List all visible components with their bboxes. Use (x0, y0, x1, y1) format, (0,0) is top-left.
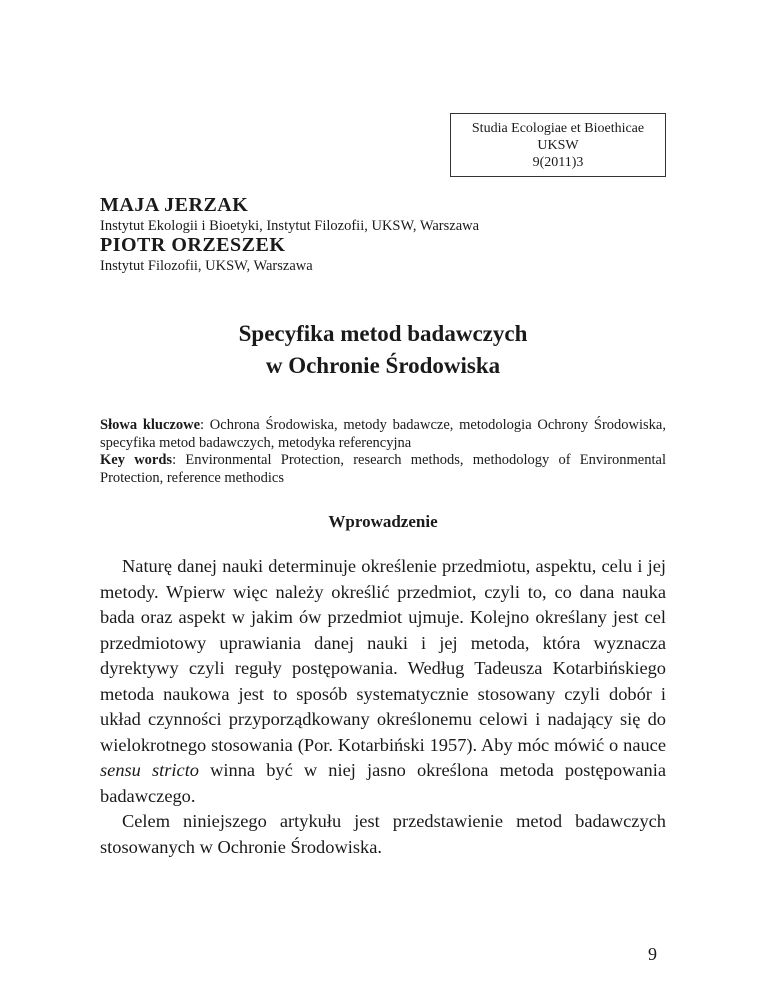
author-name: MAJA JERZAK (100, 194, 249, 216)
italic-term: sensu stricto (100, 760, 199, 780)
keywords-text: : Ochrona Środowiska, metody badawcze, metodologia Ochrony Środowiska, specyfika metod badawczych, metodyka referencyjna (100, 417, 666, 451)
keywords-polish (100, 417, 666, 452)
paragraph-text: Naturę danej nauki determinuje określenie przedmiotu, aspektu, celu i jej metody. Wpierw więc należy określić przedmiot, czyli to, co dana nauka bada oraz aspekt w jakim ów przedmiot ujmuje. Kolejno określany jest cel przedmiotowy uprawiania danej nauki i jej metoda, która wyznacza dyrektywy czyli reguły postępowania. Według Tadeusza Kotarbińskiego metoda naukowa jest to sposób systematycznie stosowany czyli dobór i układ czynności przyporządkowany określonemu celowi i nadający się do wielokrotnego stosowania (Por. Kotarbiński 1957). Aby móc mówić o nauce (100, 556, 666, 755)
paragraph: Celem niniejszego artykułu jest przedstawienie metod badawczych stosowanych w Ochronie Środowiska. (100, 811, 666, 857)
journal-info-box (450, 113, 666, 177)
paragraph-text: winna być w niej jasno określona metoda postępowania badawczego. (100, 760, 666, 806)
article-title (100, 318, 666, 382)
section-heading: Wprowadzenie (328, 512, 438, 531)
keywords-text: : Environmental Protection, research methods, methodology of Environmental Protection, reference methodics (100, 452, 666, 486)
article-title-line: w Ochronie Środowiska (265, 353, 501, 378)
keywords-block (100, 417, 666, 487)
author-affiliation: Instytut Ekologii i Bioetyki, Instytut Filozofii, UKSW, Warszawa (100, 218, 480, 234)
keywords-label: Słowa kluczowe (100, 417, 201, 433)
body-text (100, 554, 666, 860)
paragraph (100, 554, 666, 809)
journal-name: Studia Ecologiae et Bioethicae (471, 121, 645, 136)
article-title-line: Specyfika metod badawczych (238, 321, 528, 346)
author-affiliation: Instytut Filozofii, UKSW, Warszawa (100, 258, 313, 274)
keywords-label: Key words (100, 452, 173, 468)
page-number: 9 (648, 944, 657, 964)
author-name: PIOTR ORZESZEK (100, 234, 286, 256)
keywords-english (100, 452, 666, 487)
journal-publisher: UKSW (537, 138, 579, 153)
journal-issue: 9(2011)3 (532, 155, 584, 170)
